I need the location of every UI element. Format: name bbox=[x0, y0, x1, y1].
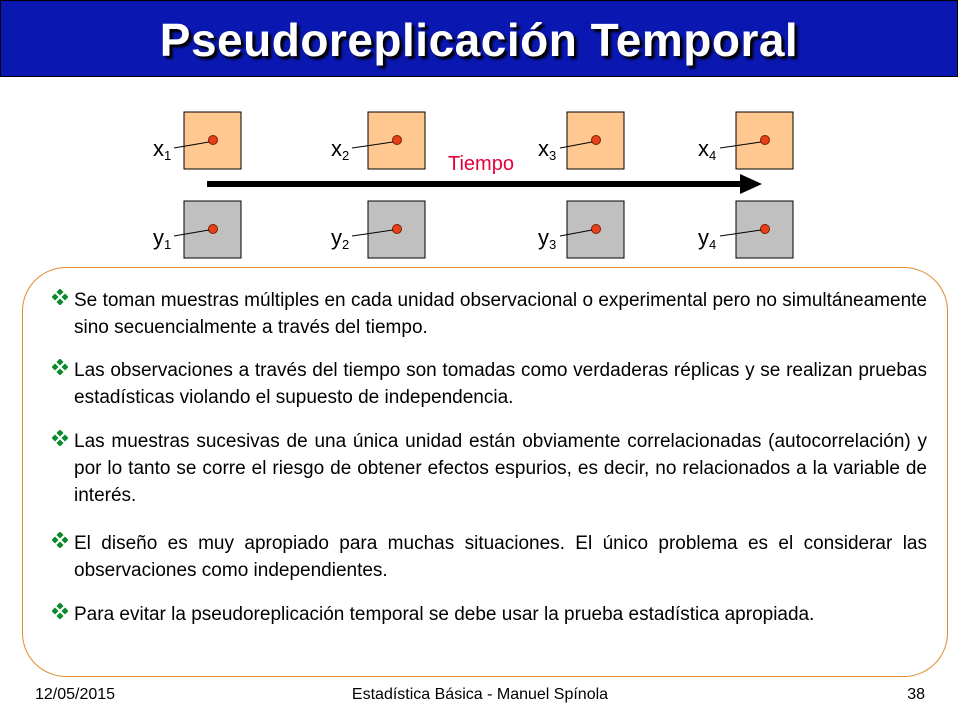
x-unit-3 bbox=[560, 112, 624, 169]
x-label-2: $x_2$ bbox=[331, 136, 350, 163]
y-unit-1 bbox=[174, 201, 241, 258]
x-label-4: $x_4$ bbox=[698, 136, 717, 163]
x-label-1: $x_1$ bbox=[153, 136, 172, 163]
y-label-2: $y_2$ bbox=[331, 225, 350, 252]
diamond-quad-icon bbox=[52, 532, 68, 548]
time-label: Tiempo bbox=[448, 153, 514, 175]
slide-title: Pseudoreplicación Temporal bbox=[159, 14, 799, 66]
y-label-1: $y_1$ bbox=[153, 225, 172, 252]
diamond-quad-icon bbox=[52, 289, 68, 305]
diamond-quad-icon bbox=[52, 603, 68, 619]
diamond-quad-icon bbox=[52, 359, 68, 375]
footer-author: Estadística Básica - Manuel Spínola bbox=[351, 686, 609, 703]
footer-page-number: 38 bbox=[907, 686, 925, 703]
bullet-item: Las muestras sucesivas de una única unidad están obviamente correlacionadas (autocorrelación) y por lo tanto se corre el riesgo de obtener efectos espurios, es decir, no relacionados a la variable de interés. bbox=[52, 428, 927, 509]
bullet-item: Para evitar la pseudoreplicación temporal se debe usar la prueba estadística apropiada. bbox=[52, 601, 927, 628]
x-unit-4 bbox=[720, 112, 793, 169]
diamond-quad-icon bbox=[52, 430, 68, 446]
bullet-item: El diseño es muy apropiado para muchas situaciones. El único problema es el considerar las observaciones como independientes. bbox=[52, 530, 927, 584]
bullet-item: Las observaciones a través del tiempo son tomadas como verdaderas réplicas y se realizan pruebas estadísticas violando el supuesto de independencia. bbox=[52, 357, 927, 411]
temporal-diagram bbox=[0, 0, 960, 270]
time-arrow bbox=[207, 174, 762, 194]
bullet-item: Se toman muestras múltiples en cada unidad observacional o experimental pero no simultáneamente sino secuencialmente a través del tiempo. bbox=[52, 287, 927, 341]
y-unit-2 bbox=[352, 201, 425, 258]
y-label-4: $y_4$ bbox=[698, 225, 717, 252]
y-label-3: $y_3$ bbox=[538, 225, 557, 252]
x-unit-2 bbox=[352, 112, 425, 169]
y-unit-4 bbox=[720, 201, 793, 258]
footer-date: 12/05/2015 bbox=[35, 686, 116, 703]
x-unit-1 bbox=[174, 112, 241, 169]
y-unit-3 bbox=[560, 201, 624, 258]
x-label-3: $x_3$ bbox=[538, 136, 557, 163]
